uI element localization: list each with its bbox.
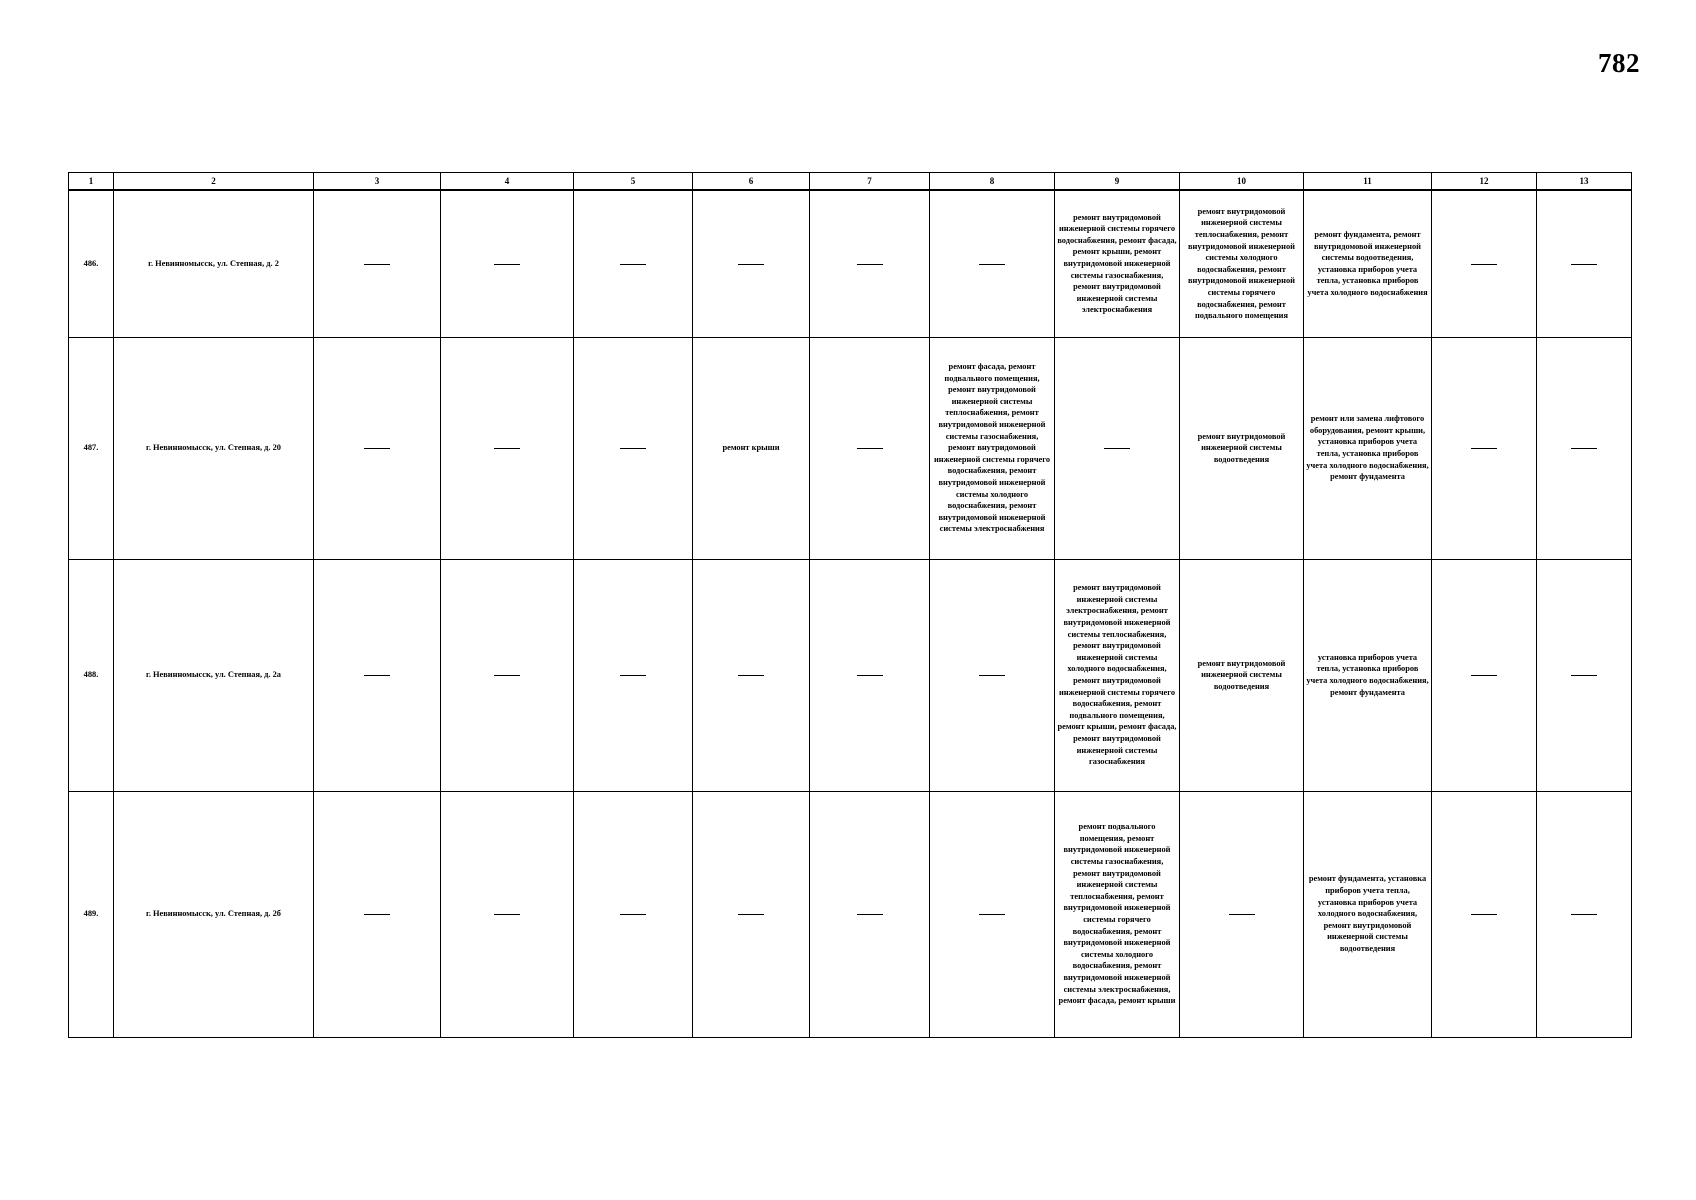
work-type-cell: ремонт внутридомовой инженерной системы теплоснабжения, ремонт внутридомовой инженерной системы холодного водоснабжения, ремонт внутридомовой инженерной системы горячего водоснабжения, ремонт подвального помещения (1180, 190, 1304, 337)
empty-dash-cell (930, 559, 1055, 791)
table-row (69, 337, 1632, 559)
empty-dash-cell (1537, 791, 1632, 1037)
column-number-header: 9 (1055, 173, 1180, 191)
dash-mark (1471, 448, 1497, 449)
row-number-cell: 489. (69, 791, 114, 1037)
dash-mark (857, 448, 883, 449)
column-number-header: 8 (930, 173, 1055, 191)
work-type-cell: ремонт внутридомовой инженерной системы горячего водоснабжения, ремонт фасада, ремонт крыши, ремонт внутридомовой инженерной системы газоснабжения, ремонт внутридомовой инженерной системы электроснабжения (1055, 190, 1180, 337)
dash-mark (979, 675, 1005, 676)
dash-mark (738, 675, 764, 676)
row-number-cell: 486. (69, 190, 114, 337)
address-cell: г. Невинномысск, ул. Степная, д. 2а (114, 559, 314, 791)
work-type-cell: ремонт подвального помещения, ремонт внутридомовой инженерной системы газоснабжения, ремонт внутридомовой инженерной системы теплоснабжения, ремонт внутридомовой инженерной системы горячего водоснабжения, ремонт внутридомовой инженерной системы холодного водоснабжения, ремонт внутридомовой инженерной системы электроснабжения, ремонт фасада, ремонт крыши (1055, 791, 1180, 1037)
dash-mark (979, 264, 1005, 265)
empty-dash-cell (810, 190, 930, 337)
empty-dash-cell (441, 337, 574, 559)
dash-mark (1571, 264, 1597, 265)
row-number-cell: 487. (69, 337, 114, 559)
table-row (69, 190, 1632, 337)
column-number-header: 6 (693, 173, 810, 191)
dash-mark (494, 448, 520, 449)
empty-dash-cell (693, 559, 810, 791)
empty-dash-cell (314, 791, 441, 1037)
column-number-header: 13 (1537, 173, 1632, 191)
column-number-header: 2 (114, 173, 314, 191)
dash-mark (494, 264, 520, 265)
column-number-header: 5 (574, 173, 693, 191)
column-number-header: 4 (441, 173, 574, 191)
page-number: 782 (1598, 48, 1640, 78)
table-body (69, 190, 1632, 1037)
empty-dash-cell (810, 337, 930, 559)
column-number-header: 12 (1432, 173, 1537, 191)
column-number-header: 3 (314, 173, 441, 191)
empty-dash-cell (314, 190, 441, 337)
empty-dash-cell (574, 559, 693, 791)
empty-dash-cell (441, 559, 574, 791)
dash-mark (1471, 264, 1497, 265)
work-type-cell: ремонт или замена лифтового оборудования, ремонт крыши, установка приборов учета тепла, установка приборов учета холодного водоснабжения, ремонт фундамента (1304, 337, 1432, 559)
empty-dash-cell (1432, 190, 1537, 337)
dash-mark (1571, 448, 1597, 449)
dash-mark (620, 264, 646, 265)
dash-mark (364, 264, 390, 265)
work-type-cell: ремонт фундамента, установка приборов учета тепла, установка приборов учета холодного водоснабжения, ремонт внутридомовой инженерной системы водоотведения (1304, 791, 1432, 1037)
empty-dash-cell (930, 190, 1055, 337)
empty-dash-cell (1537, 190, 1632, 337)
work-type-cell: ремонт фасада, ремонт подвального помещения, ремонт внутридомовой инженерной системы теплоснабжения, ремонт внутридомовой инженерной системы газоснабжения, ремонт внутридомовой инженерной системы горячего водоснабжения, ремонт внутридомовой инженерной системы холодного водоснабжения, ремонт внутридомовой инженерной системы электроснабжения (930, 337, 1055, 559)
table-row (69, 791, 1632, 1037)
dash-mark (364, 914, 390, 915)
dash-mark (364, 448, 390, 449)
dash-mark (738, 914, 764, 915)
column-number-header: 7 (810, 173, 930, 191)
dash-mark (979, 914, 1005, 915)
dash-mark (364, 675, 390, 676)
empty-dash-cell (574, 791, 693, 1037)
dash-mark (1471, 914, 1497, 915)
address-cell: г. Невинномысск, ул. Степная, д. 2б (114, 791, 314, 1037)
empty-dash-cell (1537, 337, 1632, 559)
empty-dash-cell (574, 337, 693, 559)
dash-mark (738, 264, 764, 265)
dash-mark (494, 914, 520, 915)
empty-dash-cell (1432, 791, 1537, 1037)
empty-dash-cell (574, 190, 693, 337)
table-row (69, 559, 1632, 791)
work-type-cell: ремонт крыши (693, 337, 810, 559)
address-cell: г. Невинномысск, ул. Степная, д. 2 (114, 190, 314, 337)
column-number-header: 1 (69, 173, 114, 191)
dash-mark (857, 914, 883, 915)
address-cell: г. Невинномысск, ул. Степная, д. 20 (114, 337, 314, 559)
empty-dash-cell (441, 190, 574, 337)
work-type-cell: ремонт внутридомовой инженерной системы водоотведения (1180, 337, 1304, 559)
dash-mark (494, 675, 520, 676)
empty-dash-cell (693, 190, 810, 337)
empty-dash-cell (810, 791, 930, 1037)
column-number-header: 10 (1180, 173, 1304, 191)
empty-dash-cell (693, 791, 810, 1037)
empty-dash-cell (1180, 791, 1304, 1037)
row-number-cell: 488. (69, 559, 114, 791)
empty-dash-cell (314, 559, 441, 791)
repair-program-table (68, 172, 1632, 1038)
empty-dash-cell (1432, 559, 1537, 791)
work-type-cell: ремонт фундамента, ремонт внутридомовой инженерной системы водоотведения, установка приборов учета тепла, установка приборов учета холодного водоснабжения (1304, 190, 1432, 337)
dash-mark (857, 264, 883, 265)
empty-dash-cell (810, 559, 930, 791)
work-type-cell: ремонт внутридомовой инженерной системы электроснабжения, ремонт внутридомовой инженерной системы теплоснабжения, ремонт внутридомовой инженерной системы холодного водоснабжения, ремонт внутридомовой инженерной системы горячего водоснабжения, ремонт подвального помещения, ремонт крыши, ремонт фасада, ремонт внутридомовой инженерной системы газоснабжения (1055, 559, 1180, 791)
empty-dash-cell (441, 791, 574, 1037)
empty-dash-cell (1537, 559, 1632, 791)
empty-dash-cell (1055, 337, 1180, 559)
empty-dash-cell (930, 791, 1055, 1037)
work-type-cell: установка приборов учета тепла, установка приборов учета холодного водоснабжения, ремонт фундамента (1304, 559, 1432, 791)
empty-dash-cell (1432, 337, 1537, 559)
dash-mark (1471, 675, 1497, 676)
column-number-header: 11 (1304, 173, 1432, 191)
column-number-row (69, 173, 1632, 191)
dash-mark (1229, 914, 1255, 915)
dash-mark (1104, 448, 1130, 449)
dash-mark (1571, 675, 1597, 676)
dash-mark (1571, 914, 1597, 915)
dash-mark (620, 675, 646, 676)
dash-mark (857, 675, 883, 676)
empty-dash-cell (314, 337, 441, 559)
work-type-cell: ремонт внутридомовой инженерной системы водоотведения (1180, 559, 1304, 791)
dash-mark (620, 448, 646, 449)
dash-mark (620, 914, 646, 915)
